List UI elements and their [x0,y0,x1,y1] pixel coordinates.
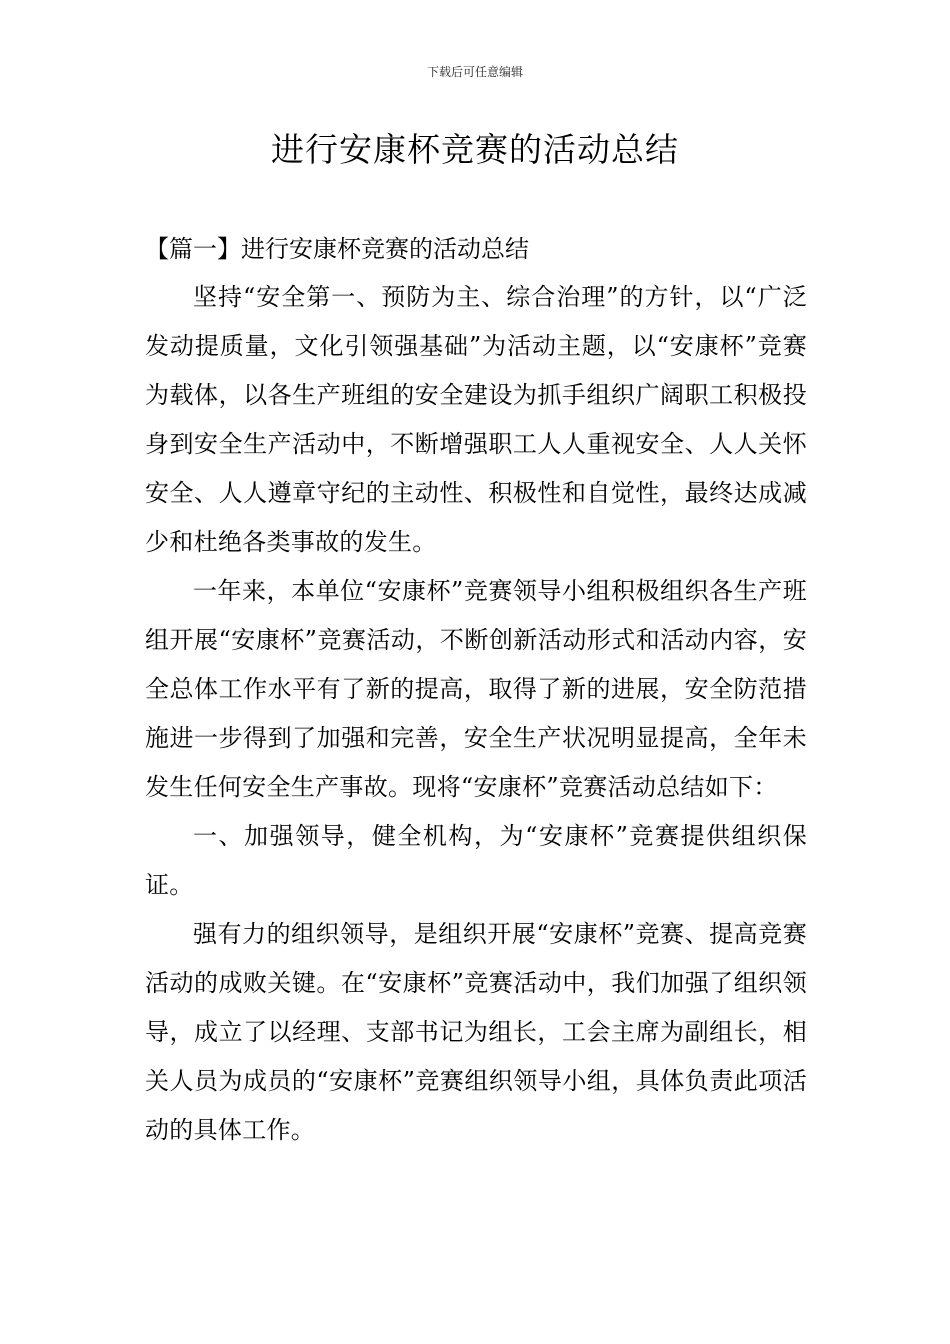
section-heading: 【篇一】进行安康杯竞赛的活动总结 [145,235,529,263]
paragraph-policy: 坚持“安全第一、预防为主、综合治理”的方针，以“广泛发动提质量，文化引领强基础”为活动主题，以“安康杯”竞赛为载体，以各生产班组的安全建设为抓手组织广阔职工积极投身到安全生产活动中，不断增强职工人人重视安全、人人关怀安全、人人遵章守纪的主动性、积极性和自觉性，最终达成减少和杜绝各类事故的发生。 [145,283,807,556]
document-body [145,225,807,1155]
document-title: 进行安康杯竞赛的活动总结 [271,130,679,169]
paragraph-point-one: 一、加强领导，健全机构，为“安康杯”竞赛提供组织保证。 [145,822,807,899]
header-note: 下载后可任意编辑 [426,65,523,79]
paragraph-year-review: 一年来，本单位“安康杯”竞赛领导小组积极组织各生产班组开展“安康杯”竞赛活动，不断创新活动形式和活动内容，安全总体工作水平有了新的提高，取得了新的进展，安全防范措施进一步得到了加强和完善，安全生产状况明显提高，全年未发生任何安全生产事故。现将“安康杯”竞赛活动总结如下： [145,577,807,801]
paragraph-leadership: 强有力的组织领导，是组织开展“安康杯”竞赛、提高竞赛活动的成败关键。在“安康杯”竞赛活动中，我们加强了组织领导，成立了以经理、支部书记为组长，工会主席为副组长，相关人员为成员的“安康杯”竞赛组织领导小组，具体负责此项活动的具体工作。 [145,920,807,1144]
